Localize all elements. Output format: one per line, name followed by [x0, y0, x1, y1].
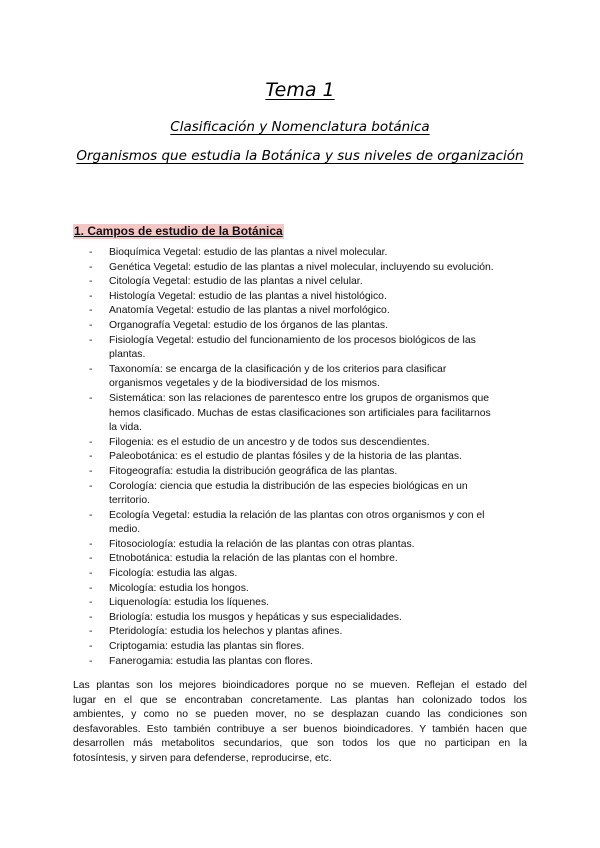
bullet-dash: -: [89, 305, 93, 317]
list-item-text: Pteridología: estudia los helechos y plantas afines.: [109, 626, 343, 638]
list-item: [89, 246, 494, 261]
list-item-text: Fisiología Vegetal: estudio del funcionamiento de los procesos biológicos de las: [109, 334, 476, 346]
list-item-text: Citología Vegetal: estudio de las plantas a nivel celular.: [109, 276, 363, 288]
list-item: [89, 611, 494, 626]
list-item-text: hemos clasificado. Muchas de estas clasificaciones son artificiales para facilitarnos: [109, 407, 491, 419]
paragraph-line: ambientes, y como no se pueden mover, no se desplazan cuando las condiciones son: [73, 709, 527, 721]
bullet-dash: -: [89, 641, 93, 653]
list-item-text: plantas.: [109, 349, 146, 361]
fields-of-study-list: [89, 246, 494, 669]
list-item-text: Ecología Vegetal: estudia la relación de las plantas con otros organismos y con el: [109, 509, 485, 521]
bullet-dash: -: [89, 465, 93, 477]
list-item: [89, 596, 494, 611]
bullet-dash: -: [89, 436, 93, 448]
list-item: [89, 334, 494, 363]
paragraph-line: desarrollen más metabolitos secundarios, que son todos los que no participan en la: [73, 738, 527, 750]
list-item: [89, 509, 494, 538]
list-item: [89, 450, 494, 465]
bullet-dash: -: [89, 582, 93, 594]
list-item: [89, 290, 494, 305]
bullet-dash: -: [89, 538, 93, 550]
list-item: [89, 538, 494, 553]
bullet-dash: -: [89, 261, 93, 273]
bullet-dash: -: [89, 319, 93, 331]
bullet-dash: -: [89, 290, 93, 302]
list-item: [89, 261, 494, 276]
section-heading: 1. Campos de estudio de la Botánica: [74, 224, 283, 238]
document-title: Tema 1: [265, 79, 335, 101]
list-item-text: Filogenia: es el estudio de un ancestro y de todos sus descendientes.: [109, 436, 430, 448]
bullet-dash: -: [89, 451, 93, 463]
list-item: [89, 625, 494, 640]
bullet-dash: -: [89, 509, 93, 521]
list-item-text: Anatomía Vegetal: estudio de las plantas a nivel morfológico.: [109, 305, 390, 317]
list-item: [89, 436, 494, 451]
list-item-text: Taxonomía: se encarga de la clasificación y de los criterios para clasificar: [109, 363, 447, 375]
list-item: [89, 465, 494, 480]
bullet-dash: -: [89, 597, 93, 609]
paragraph-line: fotosíntesis, y sirven para defenderse, reproducirse, etc.: [73, 752, 332, 764]
bullet-dash: -: [89, 334, 93, 346]
list-item-text: Criptogamia: estudia las plantas sin flores.: [109, 641, 305, 653]
list-item: [89, 319, 494, 334]
bullet-dash: -: [89, 553, 93, 565]
list-item: [89, 552, 494, 567]
paragraph-line: desfavorables. Esto también contribuye a ser buenos bioindicadores. Y también hacen que: [73, 723, 527, 735]
list-item-text: Fitogeografía: estudia la distribución geográfica de las plantas.: [109, 465, 398, 477]
bullet-dash: -: [89, 247, 93, 258]
list-item-text: Ficología: estudia las algas.: [109, 568, 238, 580]
list-item: [89, 480, 494, 509]
list-item-text: Micología: estudia los hongos.: [109, 582, 249, 594]
list-item-text: Briología: estudia los musgos y hepáticas y sus especialidades.: [109, 611, 402, 623]
list-item: [89, 582, 494, 597]
list-item-text: la vida.: [109, 422, 142, 434]
list-item-text: Paleobotánica: es el estudio de plantas fósiles y de la historia de las plantas.: [109, 451, 462, 463]
list-item: [89, 392, 494, 436]
list-item-text: Liquenología: estudia los líquenes.: [109, 597, 270, 609]
list-item: [89, 275, 494, 290]
list-item-text: Corología: ciencia que estudia la distribución de las especies biológicas en un: [109, 480, 468, 492]
list-item-text: Histología Vegetal: estudio de las plantas a nivel histológico.: [109, 290, 387, 302]
list-item-text: territorio.: [109, 495, 150, 507]
list-item: [89, 655, 494, 670]
bullet-dash: -: [89, 655, 93, 667]
bullet-dash: -: [89, 611, 93, 623]
list-item-text: organismos vegetales y de la biodiversidad de los mismos.: [109, 378, 380, 390]
bullet-dash: -: [89, 276, 93, 288]
bullet-dash: -: [89, 480, 93, 492]
document-subtitle: Clasificación y Nomenclatura botánica: [170, 119, 430, 135]
list-item-text: medio.: [109, 524, 141, 536]
paragraph-line: Las plantas son los mejores bioindicadores porque no se mueven. Reflejan el estado del: [73, 680, 527, 691]
bullet-dash: -: [89, 568, 93, 580]
list-item-text: Genética Vegetal: estudio de las plantas a nivel molecular, incluyendo su evolución.: [109, 261, 494, 273]
list-item: [89, 567, 494, 582]
document-subtitle-secondary: Organismos que estudia la Botánica y sus niveles de organización: [76, 148, 524, 164]
list-item-text: Bioquímica Vegetal: estudio de las plantas a nivel molecular.: [109, 247, 388, 258]
list-item-text: Etnobotánica: estudia la relación de las plantas con el hombre.: [109, 553, 398, 565]
list-item-text: Fanerogamia: estudia las plantas con flores.: [109, 655, 313, 667]
list-item: [89, 640, 494, 655]
list-item-text: Organografía Vegetal: estudio de los órganos de las plantas.: [109, 319, 389, 331]
list-item: [89, 363, 494, 392]
body-paragraph: [73, 679, 527, 767]
bullet-dash: -: [89, 626, 93, 638]
bullet-dash: -: [89, 363, 93, 375]
list-item-text: Sistemática: son las relaciones de parentesco entre los grupos de organismos que: [109, 392, 490, 404]
paragraph-line: lugar en el que se encontraban concretamente. Las plantas han colonizado todos los: [73, 694, 527, 706]
list-item: [89, 304, 494, 319]
list-item-text: Fitosociología: estudia la relación de las plantas con otras plantas.: [109, 538, 415, 550]
bullet-dash: -: [89, 392, 93, 404]
